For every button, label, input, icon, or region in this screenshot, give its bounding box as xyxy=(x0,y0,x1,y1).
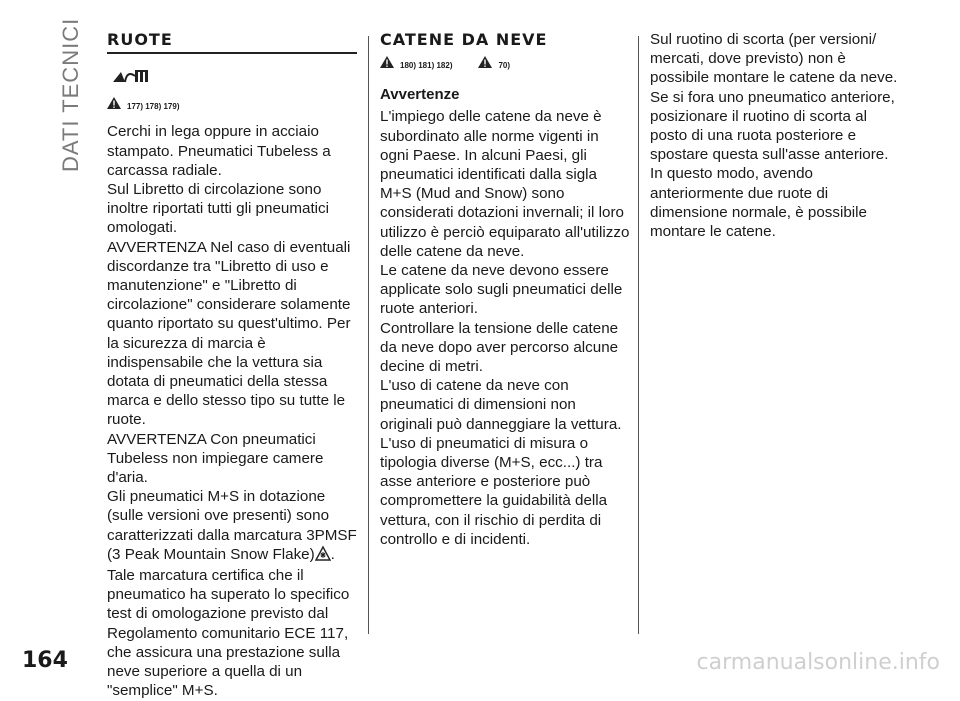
column-divider-left xyxy=(368,36,369,634)
section-title-catene: CATENE DA NEVE xyxy=(380,30,548,49)
paragraph: Le catene da neve devono essere applicate solo sugli pneumatici delle ruote anteriori. xyxy=(380,262,623,318)
refs-catene-text-a: 180) 181) 182) xyxy=(400,61,453,70)
paragraph-snow xyxy=(107,487,357,700)
paragraph: L'uso di pneumatici di misura o tipologia diverse (M+S, ecc...) tra asse anteriore e posteriore può compromettere la guidabilità della vettura, con il rischio di perdita di controllo e di incidenti. xyxy=(380,434,608,548)
right-body xyxy=(650,30,905,241)
paragraph: Controllare la tensione delle catene da neve dopo aver percorso alcune decine di metri. xyxy=(380,319,619,376)
paragraph: AVVERTENZA Nel caso di eventuali discordanze tra "Libretto di uso e manutenzione" e "Libretto di circolazione" considerare solamente quanto riportato su quest'ultimo. Per la sicurezza di marcia è indispensabile che la vettura sia dotata di pneumatici della stessa marca e dello stesso tipo su tutte le ruote. xyxy=(107,238,351,429)
paragraph: L'uso di catene da neve con pneumatici di dimensioni non originali può danneggiare la vettura. xyxy=(380,377,622,433)
refs-catene xyxy=(380,56,630,75)
paragraph: AVVERTENZA Con pneumatici Tubeless non impiegare camere d'aria. xyxy=(107,430,324,487)
catene-body xyxy=(380,107,630,549)
side-tab xyxy=(58,17,84,172)
side-tab-label: DATI TECNICI xyxy=(58,17,83,172)
snow-text-after: . Tale marcatura certifica che il pneumatico ha superato lo specifico test di omologazione previsto dal Regolamento comunitario ECE 117, che assicura una prestazione sulla neve superiore a quella di un "semplice" M+S. xyxy=(107,545,350,700)
middle-column xyxy=(380,30,630,549)
refs-ruote-text: 177) 178) 179) xyxy=(127,102,180,112)
section-title-ruote: RUOTE xyxy=(107,30,357,54)
snow-text-before: Gli pneumatici M+S in dotazione (sulle versioni ove presenti) sono caratterizzati dalla marcatura 3PMSF (3 Peak Mountain Snow Flake) xyxy=(107,488,357,563)
paragraph: Sul ruotino di scorta (per versioni/ mercati, dove previsto) non è possibile montare le catene da neve. Se si fora uno pneumatico anteriore, posizionare il ruotino di scorta al posto di una ruota posteriore e spostare questa sull'asse anteriore. In questo modo, avendo anteriormente due ruote di dimensione normale, è possibile montare le catene. xyxy=(650,31,898,241)
paragraph: Cerchi in lega oppure in acciaio stampato. Pneumatici Tubeless a carcassa radiale. xyxy=(107,123,331,179)
ruote-body xyxy=(107,122,357,700)
footer-watermark: carmanualsonline.info xyxy=(696,650,940,675)
refs-catene-text-b: 70) xyxy=(498,61,511,70)
snowflake-mountain-icon xyxy=(315,545,331,566)
environment-icon xyxy=(111,66,357,93)
refs-ruote xyxy=(107,97,357,116)
right-column xyxy=(650,30,905,241)
subheading-avvertenze: Avvertenze xyxy=(380,86,460,104)
warning-triangle-icon xyxy=(478,56,492,75)
warning-triangle-icon xyxy=(380,56,394,75)
paragraph: L'impiego delle catene da neve è subordinato alle norme vigenti in ogni Paese. In alcuni Paesi, gli pneumatici identificati dalla sigla M+S (Mud and Snow) sono considerati dotazioni invernali; il loro utilizzo è perciò equiparato all'utilizzo delle catene da neve. xyxy=(380,108,630,260)
column-divider-right xyxy=(638,36,639,634)
page-number: 164 xyxy=(22,648,68,673)
left-column xyxy=(107,30,357,701)
warning-triangle-icon xyxy=(107,97,121,116)
paragraph: Sul Libretto di circolazione sono inoltre riportati tutti gli pneumatici omologati. xyxy=(107,181,330,237)
